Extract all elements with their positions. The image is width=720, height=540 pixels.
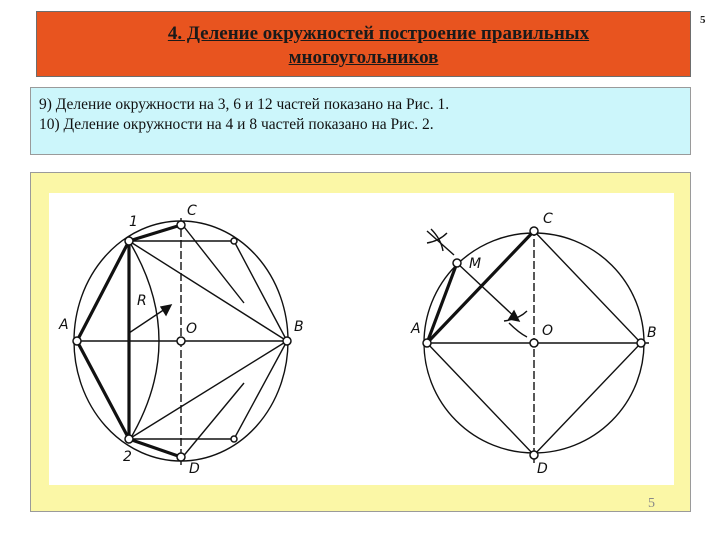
fig1-point-c <box>177 221 185 229</box>
fig1-point-o <box>177 337 185 345</box>
fig1-label-c: C <box>187 203 197 219</box>
fig1-label-r: R <box>137 293 147 309</box>
fig1-chord-1 <box>129 241 287 341</box>
fig2-point-d <box>530 451 538 459</box>
fig1-point-2 <box>125 435 133 443</box>
fig1-point-hex-bottom <box>231 436 237 442</box>
construction-drawing <box>49 193 674 485</box>
fig2-label-c: C <box>543 211 553 227</box>
fig1-point-1 <box>125 237 133 245</box>
page-number: 5 <box>700 14 706 26</box>
fig1-hex-right-top <box>234 241 287 341</box>
fig1-label-o: O <box>186 321 198 337</box>
fig1-label-2: 2 <box>123 449 132 465</box>
fig2-point-b <box>637 339 645 347</box>
fig2-square-da <box>427 343 534 455</box>
fig2-label-d: D <box>537 461 548 477</box>
fig2-point-m <box>453 259 461 267</box>
fig1-label-a: A <box>59 317 69 333</box>
fig1-point-a <box>73 337 81 345</box>
title-line-1: 4. Деление окружностей построение правильных <box>167 23 590 44</box>
fig1-point-hex-top <box>231 238 237 244</box>
fig1-label-b: B <box>294 319 304 335</box>
fig2-point-c <box>530 227 538 235</box>
text-box <box>30 87 691 155</box>
fig1-point-b <box>283 337 291 345</box>
fig1-chord-3 <box>181 223 244 303</box>
fig2-label-o: O <box>542 323 554 339</box>
fig1-chord-4 <box>181 383 244 459</box>
title-line-2: многоугольников <box>288 47 439 68</box>
corner-mark: 5 <box>648 496 655 511</box>
fig2-point-a <box>423 339 431 347</box>
drawing-area <box>49 193 674 485</box>
text-line-1: 9) Деление окружности на 3, 6 и 12 частей показано на Рис. 1. <box>39 96 450 113</box>
fig2-point-o <box>530 339 538 347</box>
fig2-bold-ac <box>427 231 534 343</box>
fig2-label-b: B <box>647 325 657 341</box>
fig2-label-m: M <box>469 256 482 272</box>
fig1-label-d: D <box>189 461 200 477</box>
text-line-2: 10) Деление окружности на 4 и 8 частей показано на Рис. 2. <box>39 116 434 133</box>
fig1-chord-2 <box>129 341 287 439</box>
fig2-square-bd <box>534 343 641 455</box>
slide-title-box <box>36 11 691 77</box>
fig1-bold-2d <box>129 439 181 457</box>
fig1-bold-a1 <box>77 241 129 341</box>
fig1-bold-a2 <box>77 341 129 439</box>
fig2-arc-mark-3 <box>509 323 527 337</box>
fig1-label-1: 1 <box>129 214 138 230</box>
fig1-point-d <box>177 453 185 461</box>
fig1-r-arrowhead <box>161 305 171 315</box>
fig2-label-a: A <box>411 321 421 337</box>
fig2-bisector <box>457 263 519 321</box>
